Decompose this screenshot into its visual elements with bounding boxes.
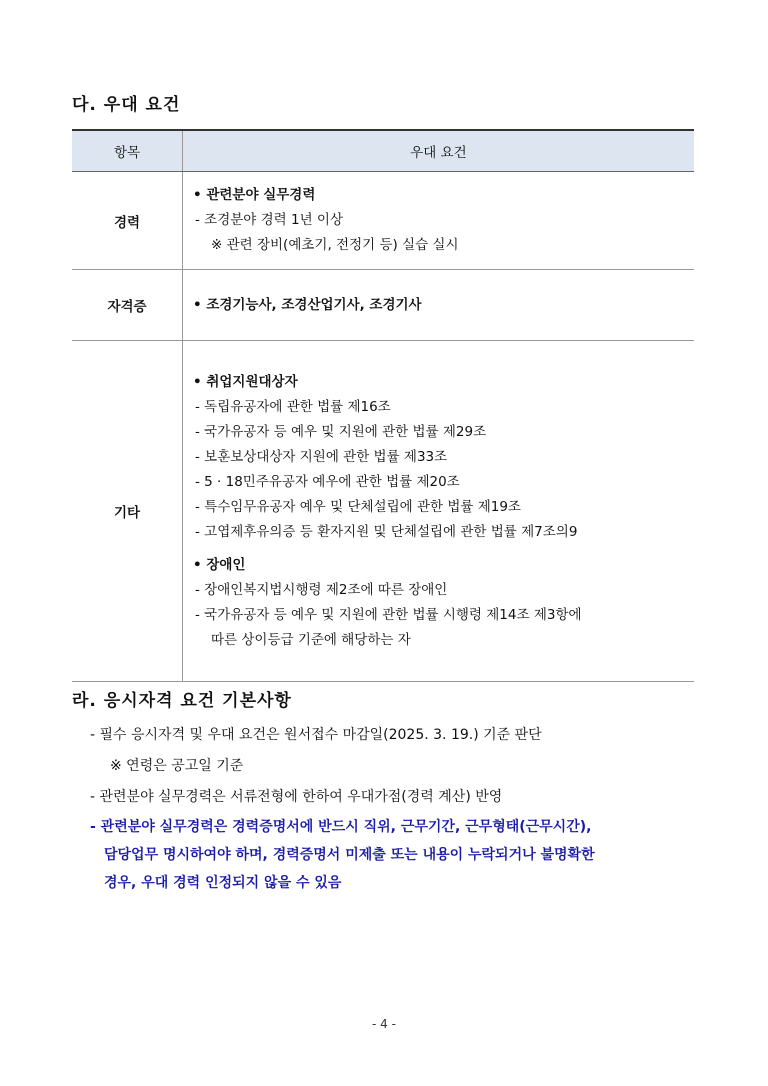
list-item: - 특수임무유공자 예우 및 단체설립에 관한 법률 제19조 [195,498,521,515]
table-row [72,341,694,682]
list-item: • 조경기능사, 조경산업기사, 조경기사 [193,296,422,313]
table-header-row [72,130,694,172]
list-item: - 조경분야 경력 1년 이상 [195,212,343,228]
row-category: 기타 [72,341,183,682]
list-item: - 독립유공자에 관한 법률 제16조 [195,398,391,415]
row-content [183,341,695,682]
section-title-preference: 다. 우대 요건 [72,95,181,115]
list-item: • 장애인 [193,556,246,573]
row-category: 경력 [72,172,183,270]
note-age: ※ 연령은 공고일 기준 [110,758,244,774]
header-requirement: 우대 요건 [183,130,695,172]
preference-table [72,129,694,682]
table-row [72,270,694,341]
note-certificate-warning [90,813,595,897]
warning-line: - 관련분야 실무경력은 경력증명서에 반드시 직위, 근무기간, 근무형태(근무시간), [90,819,592,835]
list-item: - 5 · 18민주유공자 예우에 관한 법률 제20조 [195,473,460,490]
list-item: - 국가유공자 등 예우 및 지원에 관한 법률 제29조 [195,423,487,440]
spacer [193,545,694,553]
row-content [183,172,695,270]
list-item: • 관련분야 실무경력 [193,187,316,203]
list-item: - 고엽제후유의증 등 환자지원 및 단체설립에 관한 법률 제7조의9 [195,523,578,540]
list-item: - 국가유공자 등 예우 및 지원에 관한 법률 시행령 제14조 제3항에 [195,606,582,623]
list-item: • 취업지원대상자 [193,373,298,390]
list-item: - 보훈보상대상자 지원에 관한 법률 제33조 [195,448,448,465]
note-deadline: - 필수 응시자격 및 우대 요건은 원서접수 마감일(2025. 3. 19.) 기준 판단 [90,727,542,743]
warning-line: 담당업무 명시하여야 하며, 경력증명서 미제출 또는 내용이 누락되거나 불명확한 [104,847,595,863]
section-title-basics: 라. 응시자격 요건 기본사항 [72,691,292,711]
table-row [72,172,694,270]
list-item: ※ 관련 장비(예초기, 전정기 등) 실습 실시 [211,237,459,253]
row-content [183,270,695,341]
list-item: 따른 상이등급 기준에 해당하는 자 [211,631,411,648]
warning-line: 경우, 우대 경력 인정되지 않을 수 있음 [104,875,342,891]
basics-notes [90,720,595,897]
page-number: - 4 - [372,1017,396,1031]
header-item: 항목 [72,130,183,172]
list-item: - 장애인복지법시행령 제2조에 따른 장애인 [195,581,448,598]
note-experience-points: - 관련분야 실무경력은 서류전형에 한하여 우대가점(경력 계산) 반영 [90,789,503,805]
row-category: 자격증 [72,270,183,341]
